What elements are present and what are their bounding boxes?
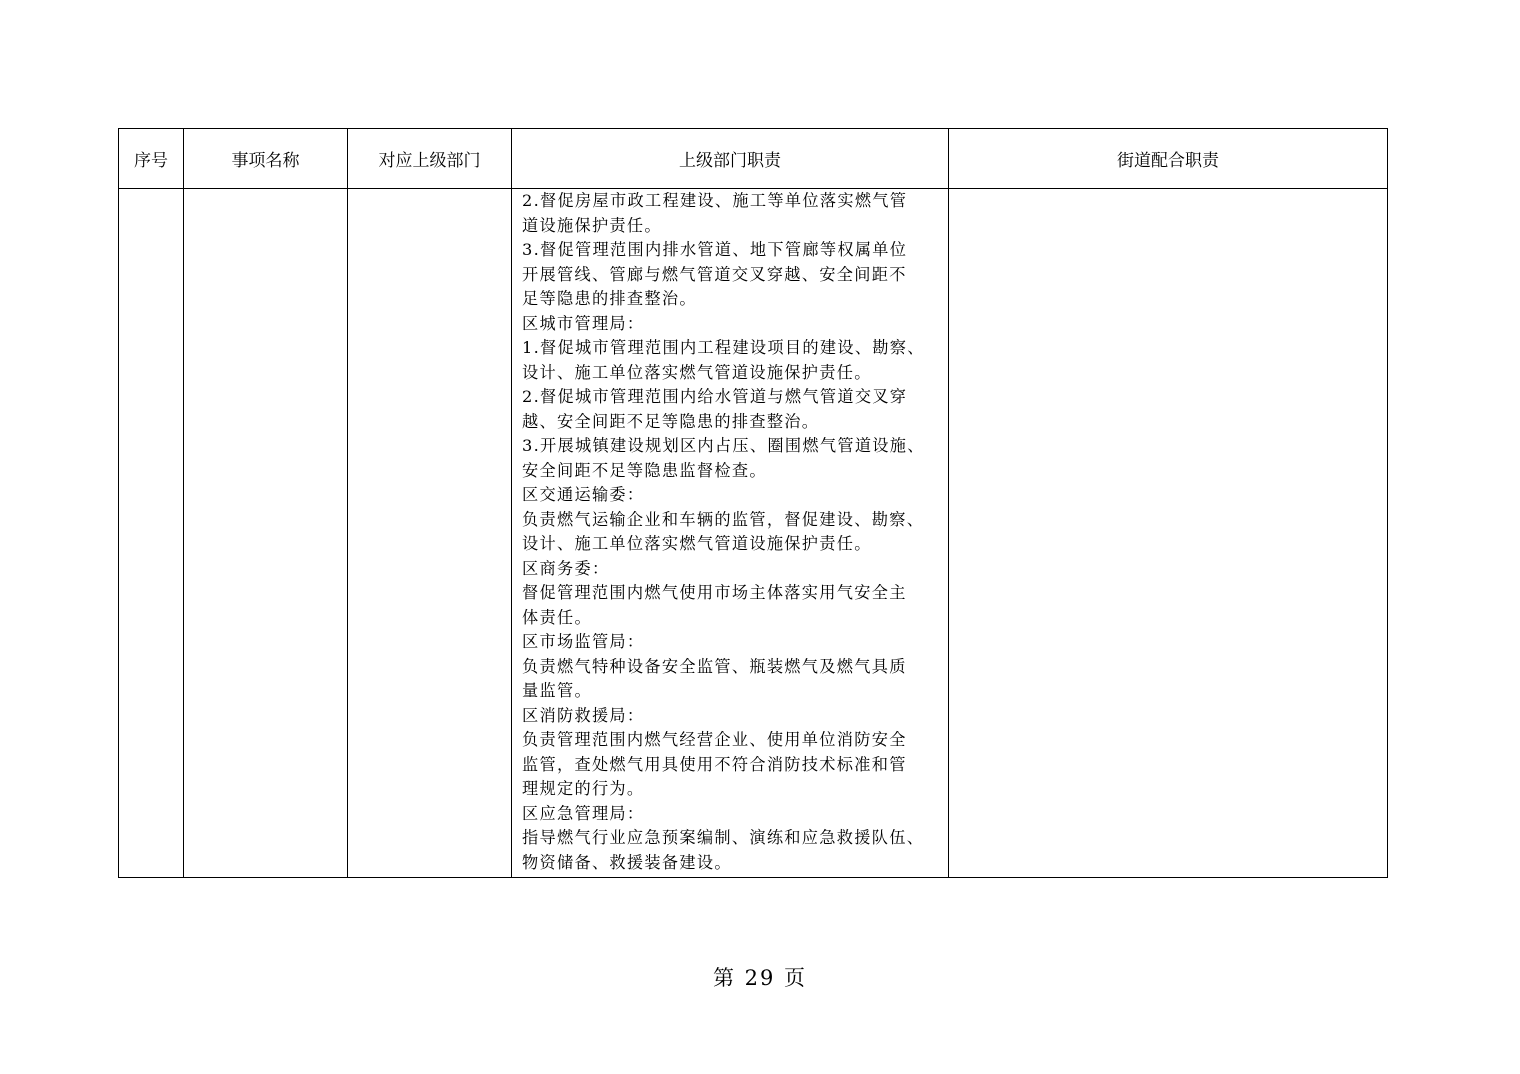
duty-line: 区城市管理局： xyxy=(522,313,645,333)
duty-line: 区交通运输委： xyxy=(522,485,645,504)
duty-line: 2.督促城市管理范围内给水管道与燃气管道交叉穿 xyxy=(522,387,908,406)
duty-line: 负责燃气特种设备安全监管、瓶装燃气及燃气具质 xyxy=(522,656,907,676)
duty-line: 区市场监管局： xyxy=(522,632,645,651)
duty-line: 越、安全间距不足等隐患的排查整治。 xyxy=(522,411,820,431)
duty-line: 区应急管理局： xyxy=(522,803,645,823)
duty-line: 1.督促城市管理范围内工程建设项目的建设、勘察、 xyxy=(522,338,925,357)
duty-line: 道设施保护责任。 xyxy=(522,215,662,235)
duty-line: 量监管。 xyxy=(522,681,592,700)
duty-line: 3.开展城镇建设规划区内占压、圈围燃气管道设施、 xyxy=(522,436,925,455)
duty-line: 指导燃气行业应急预案编制、演练和应急救援队伍、 xyxy=(522,828,925,847)
duty-table xyxy=(118,128,1388,878)
duty-line: 负责燃气运输企业和车辆的监管，督促建设、勘察、 xyxy=(522,509,925,529)
duty-line: 负责管理范围内燃气经营企业、使用单位消防安全 xyxy=(522,730,907,749)
duty-line: 区商务委： xyxy=(522,558,610,578)
duty-line: 物资储备、救援装备建设。 xyxy=(522,852,732,872)
cell-street-duty xyxy=(949,189,1388,878)
cell-upper-dept xyxy=(348,189,512,878)
duty-line: 监管，查处燃气用具使用不符合消防技术标准和管 xyxy=(522,754,907,774)
header-seq: 序号 xyxy=(119,129,184,189)
header-street-duty: 街道配合职责 xyxy=(949,129,1388,189)
duty-line: 3.督促管理范围内排水管道、地下管廊等权属单位 xyxy=(522,240,908,259)
duty-line: 区消防救援局： xyxy=(522,705,645,725)
duty-line: 体责任。 xyxy=(522,607,592,627)
duty-line: 足等隐患的排查整治。 xyxy=(522,289,697,308)
duty-line: 设计、施工单位落实燃气管道设施保护责任。 xyxy=(522,362,872,382)
duty-line: 开展管线、管廊与燃气管道交叉穿越、安全间距不 xyxy=(522,264,907,284)
duty-line: 设计、施工单位落实燃气管道设施保护责任。 xyxy=(522,534,872,553)
page-number: 第 29 页 xyxy=(712,966,808,990)
header-item-name: 事项名称 xyxy=(184,129,348,189)
duty-line: 2.督促房屋市政工程建设、施工等单位落实燃气管 xyxy=(522,191,908,210)
cell-seq xyxy=(119,189,184,878)
header-upper-duty: 上级部门职责 xyxy=(512,129,949,189)
cell-upper-duty xyxy=(512,189,949,878)
table-header-row xyxy=(119,129,1388,189)
duty-text-block xyxy=(522,189,940,875)
duty-line: 督促管理范围内燃气使用市场主体落实用气安全主 xyxy=(522,583,907,602)
duty-line: 理规定的行为。 xyxy=(522,779,645,798)
cell-item-name xyxy=(184,189,348,878)
table-row xyxy=(119,189,1388,878)
header-upper-dept: 对应上级部门 xyxy=(348,129,512,189)
duty-line: 安全间距不足等隐患监督检查。 xyxy=(522,460,767,480)
